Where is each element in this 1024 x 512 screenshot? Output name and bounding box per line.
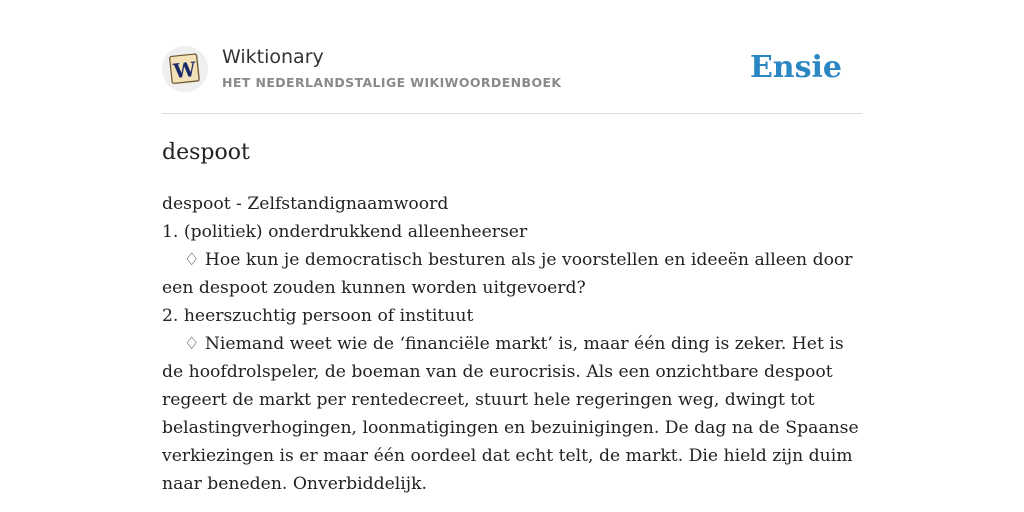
site-name[interactable]: Wiktionary [222, 46, 324, 68]
sense-example: ♢ Niemand weet wie de ‘financiële markt’ is, maar één ding is zeker. Het is de hoofdrolspeler, de boeman van de eurocrisis. Als een onzichtbare despoot regeert de markt per rentedecreet, stuurt hele regeringen weg, dwingt tot belastingverhogingen, loonmatigingen en bezuinigingen. De dag na de Spaanse verkiezingen is er maar één oordeel dat echt telt, de markt. Die hield zijn duim naar beneden. Onverbiddelijk. [162, 334, 859, 494]
page-title: despoot [162, 140, 250, 165]
site-tagline: HET NEDERLANDSTALIGE WIKIWOORDENBOEK [222, 75, 562, 90]
wiktionary-logo-icon[interactable] [162, 46, 208, 92]
ensie-brand-link[interactable]: Ensie [749, 50, 842, 85]
sense-definition: 2. heerszuchtig persoon of instituut [162, 306, 474, 326]
page [162, 0, 862, 498]
sense-definition: 1. (politiek) onderdrukkend alleenheerser [162, 222, 528, 242]
entry-heading: despoot - Zelfstandignaamwoord [162, 194, 449, 214]
sense-example: ♢ Hoe kun je democratisch besturen als je voorstellen en ideeën alleen door een despoot zouden kunnen worden uitgevoerd? [162, 250, 853, 298]
logo-letter: W [172, 57, 197, 84]
dictionary-entry [162, 190, 862, 498]
site-header [162, 0, 862, 114]
